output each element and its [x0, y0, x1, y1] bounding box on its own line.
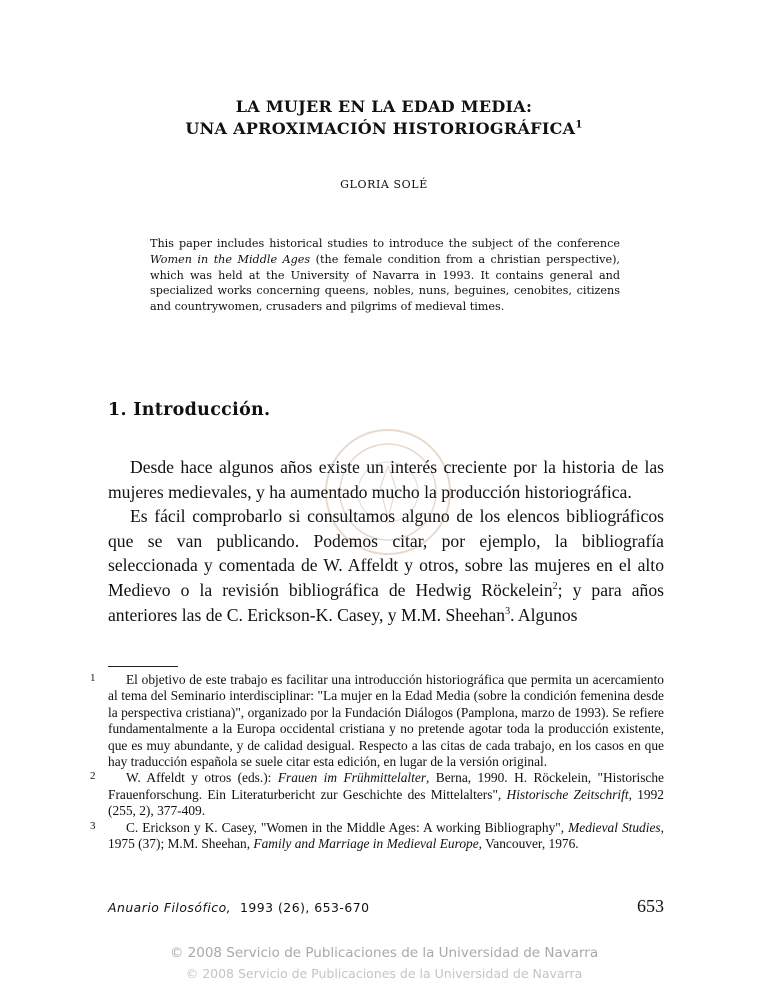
title-line-2: UNA APROXIMACIÓN HISTORIOGRÁFICA$^1$ — [185, 119, 583, 138]
article-title — [0, 96, 768, 140]
footnote-2: 2 W. Affeldt y otros (eds.): Frauen im Frühmittelalter, Berna, 1990. H. Röckelein, "Historische Frauenforschung. Ein Literaturbericht zur Geschichte des Mittelalters", Historische Zeitschrift, 1992 (255, 2), 377-409. — [90, 770, 664, 819]
paragraph-2: Es fácil comprobarlo si consultamos alguno de los elencos bibliográficos que se van publicando. Podemos citar, por ejemplo, la bibliografía seleccionada y comentada de W. Affeldt y otros, sobre las mujeres en el alto Medievo o la revisión bibliográfica de Hedwig Röckelein$^2$; y para años anteriores las de C. Erickson-K. Casey, y M.M. Sheehan$^3$. Algunos — [108, 506, 664, 625]
footnote-number: 1 — [90, 672, 96, 684]
copyright-line-2: © 2008 Servicio de Publicaciones de la Universidad de Navarra — [185, 966, 583, 981]
footnote-3: 3 C. Erickson y K. Casey, "Women in the Middle Ages: A working Bibliography", Medieval Studies, 1975 (37); M.M. Sheehan, Family and Marriage in Medieval Europe, Vancouver, 1976. — [90, 819, 664, 852]
footnote-divider — [108, 666, 178, 667]
conference-title: Women in the Middle Ages — [150, 252, 311, 266]
copyright-line-1: © 2008 Servicio de Publicaciones de la Universidad de Navarra — [169, 945, 599, 961]
title-footnote-marker: 1 — [575, 119, 583, 131]
footnote-ref-2: 2 — [552, 581, 558, 593]
journal-citation: Anuario Filosófico, 1993 (26), 653-670 — [108, 900, 370, 915]
abstract: This paper includes historical studies to introduce the subject of the conference Women in the Middle Ages (the female condition from a christian perspective), which was held at the University of Navarra in 1993. It contains general and specialized works concerning queens, nobles, nuns, beguines, cenobites, citizens and countrywomen, crusaders and pilgrims of medieval times. — [150, 237, 620, 314]
section-heading: 1. Introducción. — [108, 400, 271, 420]
footnote-number: 3 — [90, 819, 96, 832]
footnote-ref-3: 3 — [505, 605, 511, 617]
body-text — [108, 455, 664, 627]
author-name: GLORIA SOLÉ — [340, 178, 428, 191]
page-number: 653 — [637, 896, 664, 916]
footnotes — [90, 672, 664, 852]
title-line-1: LA MUJER EN LA EDAD MEDIA: — [235, 97, 533, 116]
paragraph-1: Desde hace algunos años existe un interés creciente por la historia de las mujeres medievales, y ha aumentado mucho la producción historiográfica. — [108, 457, 664, 502]
footnote-1: 1 El objetivo de este trabajo es facilitar una introducción historiográfica que permita un acercamiento al tema del Seminario interdisciplinar: "La mujer en la Edad Media (sobre la condición femenina desde la perspectiva cristiana)", organizado por la Fundación Diálogos (Pamplona, marzo de 1993). Se refiere fundamentalmente a la Europa occidental cristiana y no pretende agotar toda la producción existente, que es muy abundante, y de calidad desigual. Respecto a las citas de cada trabajo, en los casos en que hay traducción española se suele citar esta edición, en lugar de la versión original. — [90, 672, 664, 770]
footnote-number: 2 — [90, 770, 96, 783]
